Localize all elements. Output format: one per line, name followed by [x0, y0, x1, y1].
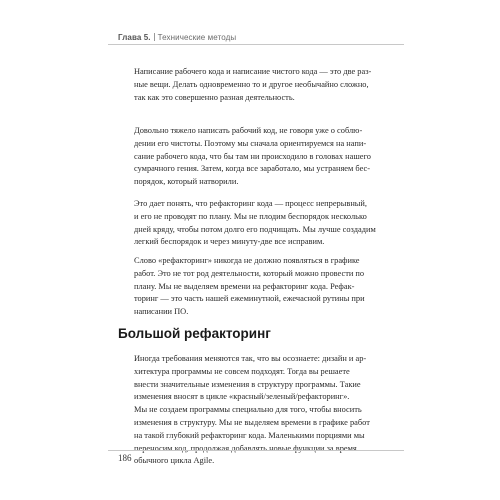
section-heading: Большой рефакторинг: [118, 326, 271, 341]
text-line: внести значительные изменения в структуру программы. Такие: [134, 379, 361, 389]
text-line: ные вещи. Делать одновременно то и другое необычайно сложно,: [134, 79, 369, 89]
text-line: Мы не создаем программы специально для того, чтобы вносить: [134, 405, 362, 415]
paragraph-2: [134, 125, 390, 189]
chapter-label: Глава 5.: [118, 33, 151, 42]
text-line: так как это совершенно разная деятельность.: [134, 92, 295, 102]
text-line: обычного цикла Agile.: [134, 456, 215, 466]
paragraph-4: [134, 255, 390, 319]
text-line: порядок, который натворили.: [134, 177, 239, 187]
text-line: и его не проводят по плану. Мы не плодим беспорядок несколько: [134, 211, 367, 221]
text-line: изменения вносят в цикле «красный/зеленый/рефакторинг».: [134, 392, 350, 402]
text-line: на такой глубокий рефакторинг кода. Маленькими порциями мы: [134, 430, 365, 440]
text-line: дней кряду, чтобы потом долго его подчищать. Мы лучше создадим: [134, 224, 376, 234]
text-line: изменения в структуру. Мы не выделяем времени в графике работ: [134, 417, 370, 427]
text-line: Довольно тяжело написать рабочий код, не говоря уже о соблю-: [134, 126, 363, 135]
chapter-title: Технические методы: [157, 33, 237, 42]
text-line: плану. Мы не выделяем времени на рефакторинг кода. Рефак-: [134, 281, 355, 291]
text-line: Слово «рефакторинг» никогда не должно появляться в графике: [134, 256, 360, 265]
running-head: [118, 33, 236, 42]
text-line: Это дает понять, что рефакторинг кода — процесс непрерывный,: [134, 199, 368, 208]
text-line: легкий беспорядок и через минуту-две все исправим.: [134, 237, 325, 247]
text-line: сание рабочего кода, что бы там ни происходило в головах нашего: [134, 151, 371, 161]
text-line: сумрачного гения. Затем, когда все заработало, мы устраняем бес-: [134, 164, 370, 174]
footer-rule: [108, 450, 404, 451]
text-line: написании ПО.: [134, 307, 189, 317]
text-line: Написание рабочего кода и написание чистого кода — это две раз-: [134, 67, 372, 76]
text-line: дении его чистоты. Поэтому мы сначала ориентируемся на напи-: [134, 138, 367, 148]
paragraph-1: [134, 66, 390, 104]
text-line: Иногда требования меняются так, что вы осознаете: дизайн и ар-: [134, 354, 367, 363]
header-separator: [154, 33, 155, 41]
paragraph-3: [134, 198, 390, 249]
text-line: торинг — это часть нашей ежеминутной, ежечасной рутины при: [134, 294, 365, 304]
page-number: 186: [118, 453, 132, 463]
text-line: хитектура программы не совсем подходят. Тогда вы решаете: [134, 366, 350, 376]
text-line: работ. Это не тот род деятельности, который можно провести по: [134, 268, 365, 278]
text-line: переносим код, продолжая добавлять новые функции за время: [134, 443, 357, 453]
